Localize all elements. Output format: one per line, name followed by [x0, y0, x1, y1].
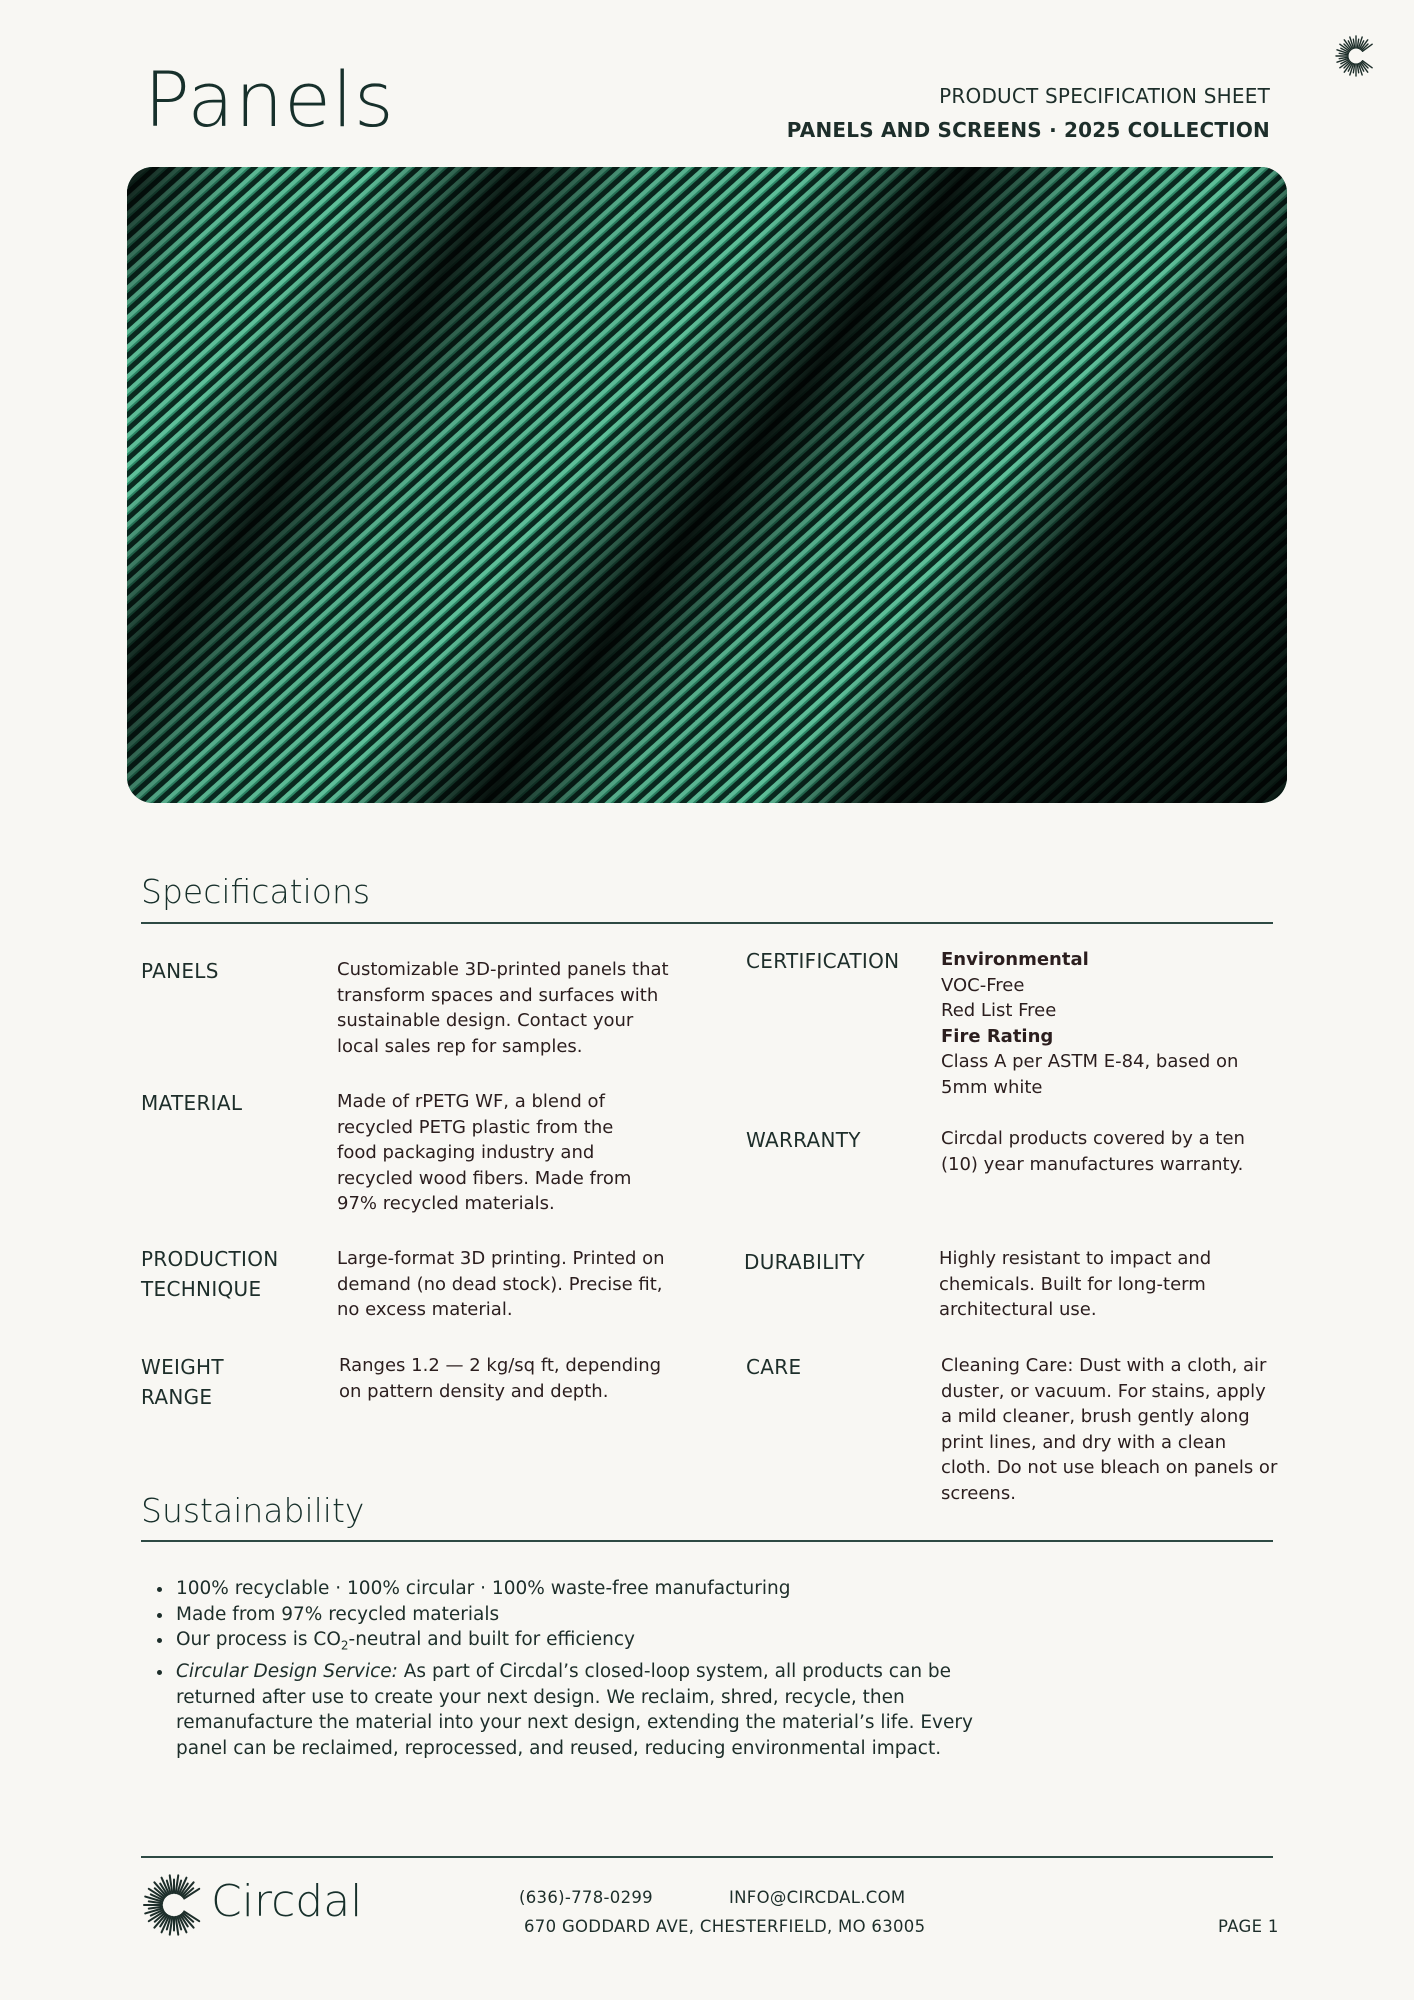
radiating-sunburst-logo-icon: [1334, 34, 1378, 78]
cert-fire-rating-heading: Fire Rating: [941, 1025, 1054, 1047]
footer-divider: [141, 1856, 1273, 1858]
header-subtitle-block: [787, 84, 1270, 142]
cert-red-list-free: Red List Free: [941, 1000, 1057, 1021]
specifications-divider: [141, 922, 1273, 924]
spec-label-production: [141, 1244, 279, 1304]
document-type: PRODUCT SPECIFICATION SHEET: [939, 84, 1270, 108]
footer-email: INFO@CIRCDAL.COM: [729, 1888, 906, 1907]
cert-fire-rating-value: Class A per ASTM E-84, based on 5mm white: [941, 1051, 1239, 1098]
sustainability-list: [144, 1576, 974, 1761]
specifications-heading: Specifications: [141, 872, 371, 911]
footer-address: 670 GODDARD AVE, CHESTERFIELD, MO 63005: [524, 1917, 926, 1936]
spec-value-material: Made of rPETG WF, a blend of recycled PETG plastic from the food packaging industry and recycled wood fibers. Made from 97% recycled materials.: [337, 1091, 632, 1214]
spec-value-durability: Highly resistant to impact and chemicals. Built for long-term architectural use.: [939, 1248, 1212, 1320]
co2-subscript: 2: [340, 1638, 349, 1653]
hero-panel-texture-image: [127, 167, 1287, 803]
spec-label-warranty: WARRANTY: [746, 1128, 861, 1152]
sustainability-bullet-recycled: Made from 97% recycled materials: [176, 1603, 500, 1625]
sustainability-bullet-co2-post: -neutral and built for efficiency: [348, 1629, 635, 1650]
sustainability-divider: [141, 1540, 1273, 1542]
spec-label-weight-line2: RANGE: [141, 1385, 213, 1409]
spec-label-care: CARE: [746, 1355, 802, 1379]
spec-label-weight-line1: WEIGHT: [141, 1355, 224, 1379]
circular-design-service-label: Circular Design Service:: [176, 1661, 398, 1683]
sustainability-bullet-recyclable: 100% recyclable · 100% circular · 100% waste-free manufacturing: [176, 1578, 791, 1599]
spec-label-panels: PANELS: [141, 959, 219, 983]
list-item: [174, 1659, 974, 1761]
spec-label-production-line2: TECHNIQUE: [141, 1277, 262, 1301]
spec-label-production-line1: PRODUCTION: [141, 1247, 279, 1271]
circular-design-service-text: As part of Circdal’s closed-loop system, all products can be returned after use to create your next design. We reclaim, shred, recycle, then remanufacture the material into your next design, extending the material’s life. Every panel can be reclaimed, reprocessed, and reused, reducing environmental impact.: [176, 1661, 973, 1759]
spec-value-care: Cleaning Care: Dust with a cloth, air duster, or vacuum. For stains, apply a mild cleaner, brush gently along print lines, and dry with a clean cloth. Do not use bleach on panels or screens.: [941, 1355, 1278, 1504]
page-number: PAGE 1: [1218, 1917, 1279, 1936]
spec-value-production: Large-format 3D printing. Printed on demand (no dead stock). Precise fit, no excess material.: [337, 1248, 665, 1320]
spec-label-certification: CERTIFICATION: [746, 949, 900, 973]
sustainability-bullet-co2-pre: Our process is CO: [176, 1629, 341, 1650]
spec-value-weight: Ranges 1.2 — 2 kg/sq ft, depending on pattern density and depth.: [339, 1355, 662, 1402]
spec-value-warranty: Circdal products covered by a ten (10) year manufactures warranty.: [941, 1128, 1245, 1175]
spec-label-material: MATERIAL: [141, 1091, 243, 1115]
cert-environmental-heading: Environmental: [941, 949, 1089, 970]
sustainability-heading: Sustainability: [141, 1491, 365, 1530]
circdal-logo-icon: [142, 1873, 206, 1937]
spec-value-certification: [941, 947, 1281, 1100]
spec-label-durability: DURABILITY: [744, 1250, 865, 1274]
list-item: [174, 1627, 974, 1659]
cert-voc-free: VOC-Free: [941, 974, 1025, 996]
footer-phone: (636)-778-0299: [519, 1888, 653, 1907]
collection-name: PANELS AND SCREENS · 2025 COLLECTION: [786, 118, 1270, 142]
spec-label-weight: [141, 1352, 224, 1412]
page-title: Panels: [144, 55, 395, 144]
list-item: [174, 1602, 974, 1628]
brand-wordmark: Circdal: [211, 1876, 363, 1927]
spec-value-panels: Customizable 3D-printed panels that transform spaces and surfaces with sustainable design. Contact your local sales rep for samples.: [337, 959, 669, 1057]
list-item: [174, 1576, 974, 1602]
